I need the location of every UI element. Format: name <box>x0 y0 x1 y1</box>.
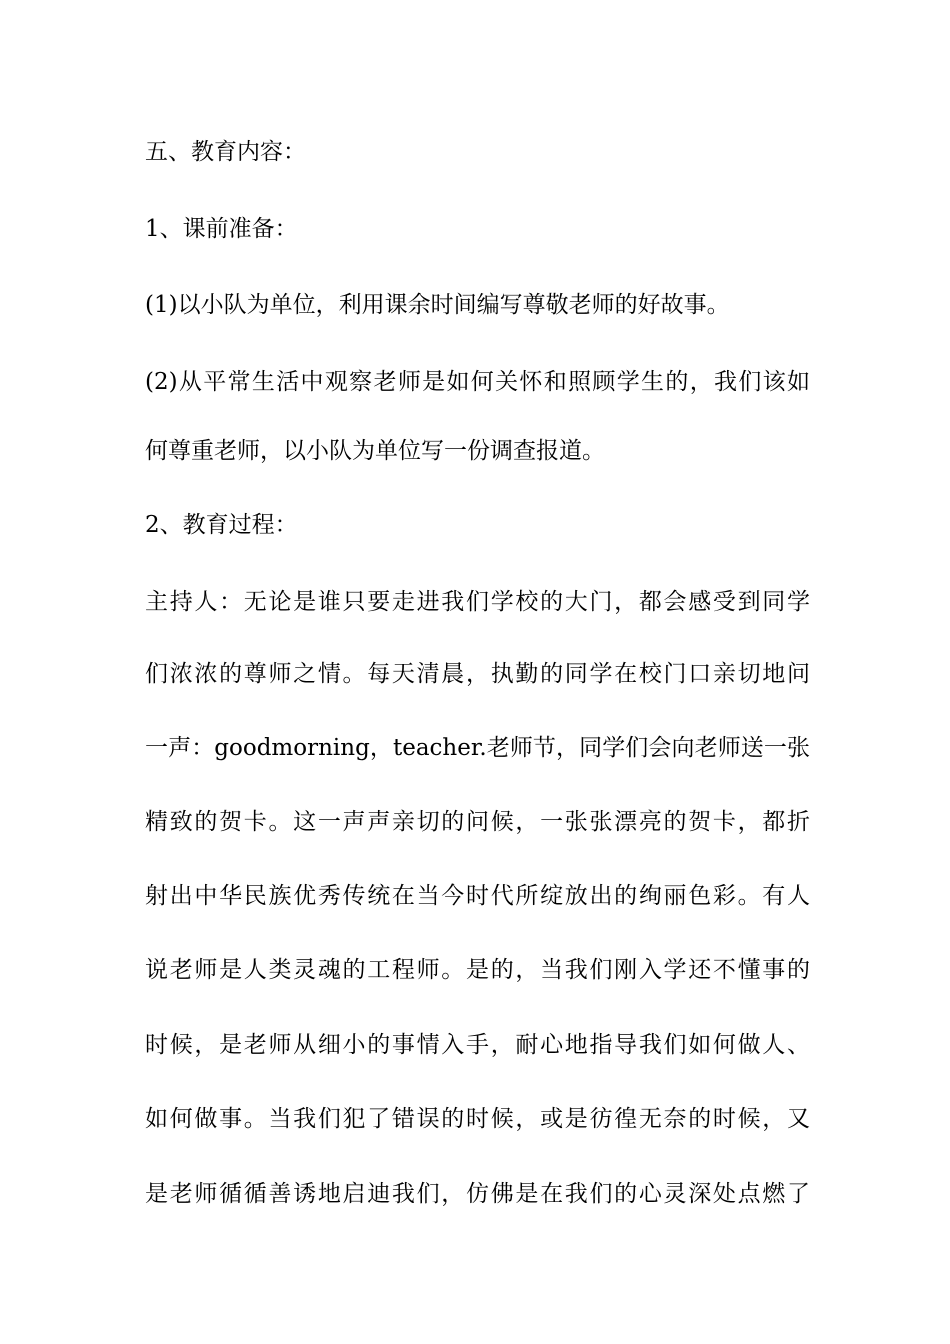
subheading: 2、教育过程： <box>145 512 298 538</box>
paragraph-line: 时候，是老师从细小的事情入手，耐心地指导我们如何做人、 <box>145 1032 810 1058</box>
paragraph-line: 是老师循循善诱地启迪我们，仿佛是在我们的心灵深处点燃了 <box>145 1181 810 1207</box>
section-heading: 五、教育内容： <box>145 139 306 165</box>
paragraph-line: 说老师是人类灵魂的工程师。是的，当我们刚入学还不懂事的 <box>145 957 810 983</box>
paragraph-line: 们浓浓的尊师之情。每天清晨，执勤的同学在校门口亲切地问 <box>145 661 810 687</box>
subheading: 1、课前准备： <box>145 216 298 242</box>
paragraph-line: (1)以小队为单位，利用课余时间编写尊敬老师的好故事。 <box>145 292 730 318</box>
paragraph-line: 射出中华民族优秀传统在当今时代所绽放出的绚丽色彩。有人 <box>145 883 810 909</box>
paragraph-line: 主持人：无论是谁只要走进我们学校的大门，都会感受到同学 <box>145 589 810 615</box>
paragraph-line: 精致的贺卡。这一声声亲切的问候，一张张漂亮的贺卡，都折 <box>145 809 810 835</box>
paragraph-line: 如何做事。当我们犯了错误的时候，或是彷徨无奈的时候，又 <box>145 1106 810 1132</box>
paragraph-line: 一声：goodmorning，teacher.老师节，同学们会向老师送一张 <box>145 735 810 761</box>
paragraph-line: 何尊重老师，以小队为单位写一份调查报道。 <box>145 438 605 464</box>
paragraph-line: (2)从平常生活中观察老师是如何关怀和照顾学生的，我们该如 <box>145 369 810 395</box>
